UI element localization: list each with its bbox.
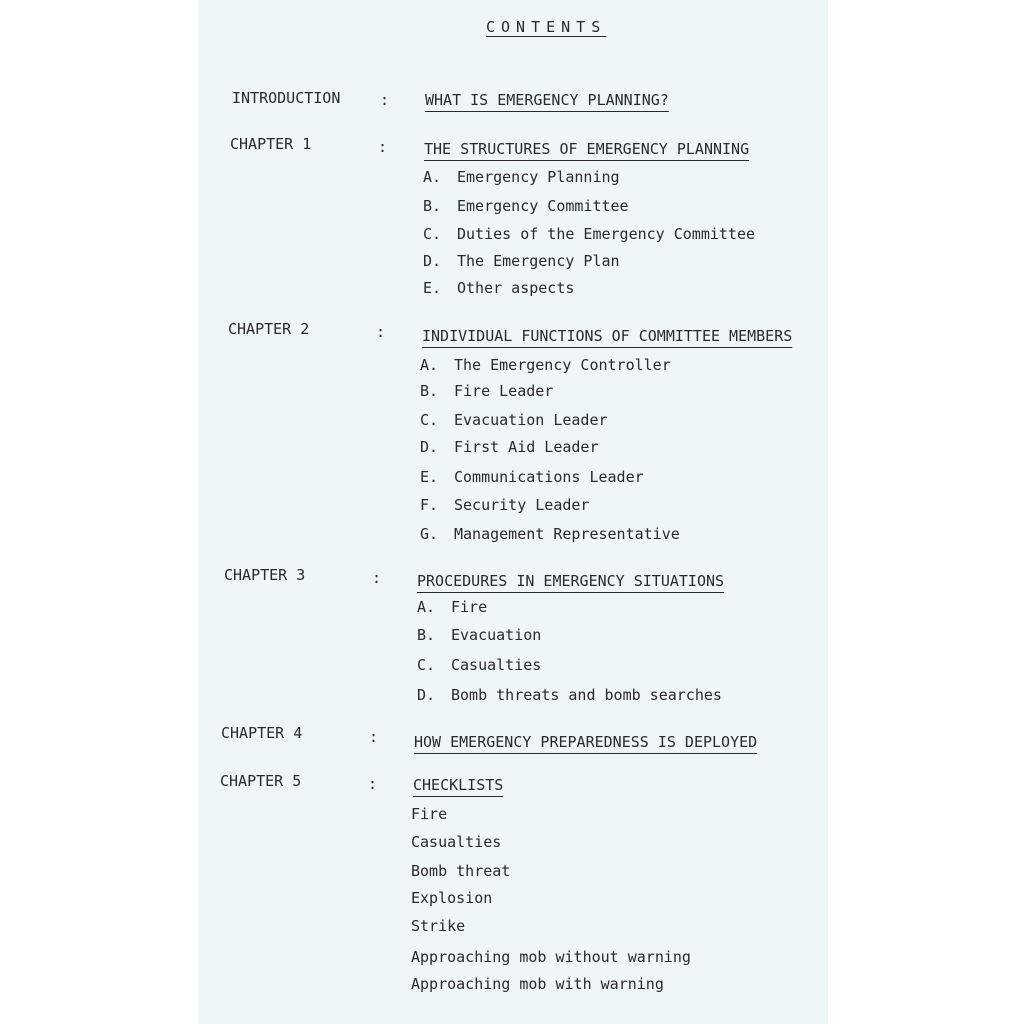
list-item: E. Communications Leader: [420, 468, 644, 486]
list-item: A. Emergency Planning: [423, 168, 620, 186]
chapter-1-heading: THE STRUCTURES OF EMERGENCY PLANNING: [424, 140, 750, 158]
list-item: A. The Emergency Controller: [420, 356, 671, 374]
chapter-1-label: CHAPTER 1: [230, 135, 312, 153]
list-item: Fire: [411, 805, 448, 823]
introduction-heading: WHAT IS EMERGENCY PLANNING?: [425, 91, 669, 109]
separator: :: [368, 775, 378, 793]
separator: :: [380, 91, 390, 109]
list-item: Approaching mob with warning: [411, 975, 664, 993]
separator: :: [378, 138, 388, 156]
chapter-4-label: CHAPTER 4: [221, 724, 303, 742]
page-title: CONTENTS: [486, 18, 607, 36]
list-item: Strike: [411, 917, 466, 935]
chapter-3-label: CHAPTER 3: [224, 566, 306, 584]
list-item: E. Other aspects: [423, 279, 575, 297]
separator: :: [372, 569, 382, 587]
list-item: Casualties: [411, 833, 502, 851]
chapter-2-label: CHAPTER 2: [228, 320, 310, 338]
chapter-2-heading: INDIVIDUAL FUNCTIONS OF COMMITTEE MEMBERS: [422, 327, 793, 345]
list-item: A. Fire: [417, 598, 488, 616]
list-item: C. Casualties: [417, 656, 542, 674]
separator: :: [376, 323, 386, 341]
chapter-5-label: CHAPTER 5: [220, 772, 302, 790]
list-item: Approaching mob without warning: [411, 948, 691, 966]
list-item: B. Evacuation: [417, 626, 542, 644]
list-item: D. Bomb threats and bomb searches: [417, 686, 722, 704]
list-item: G. Management Representative: [420, 525, 680, 543]
chapter-5-heading: CHECKLISTS: [413, 776, 504, 794]
list-item: D. The Emergency Plan: [423, 252, 620, 270]
contents-page: [198, 0, 828, 1024]
chapter-4-heading: HOW EMERGENCY PREPAREDNESS IS DEPLOYED: [414, 733, 758, 751]
list-item: C. Duties of the Emergency Committee: [423, 225, 756, 243]
list-item: F. Security Leader: [420, 496, 590, 514]
introduction-label: INTRODUCTION: [232, 89, 341, 107]
list-item: B. Fire Leader: [420, 382, 554, 400]
list-item: Bomb threat: [411, 862, 511, 880]
list-item: C. Evacuation Leader: [420, 411, 608, 429]
list-item: Explosion: [411, 889, 493, 907]
separator: :: [369, 728, 379, 746]
chapter-3-heading: PROCEDURES IN EMERGENCY SITUATIONS: [417, 572, 725, 590]
list-item: B. Emergency Committee: [423, 197, 629, 215]
list-item: D. First Aid Leader: [420, 438, 599, 456]
